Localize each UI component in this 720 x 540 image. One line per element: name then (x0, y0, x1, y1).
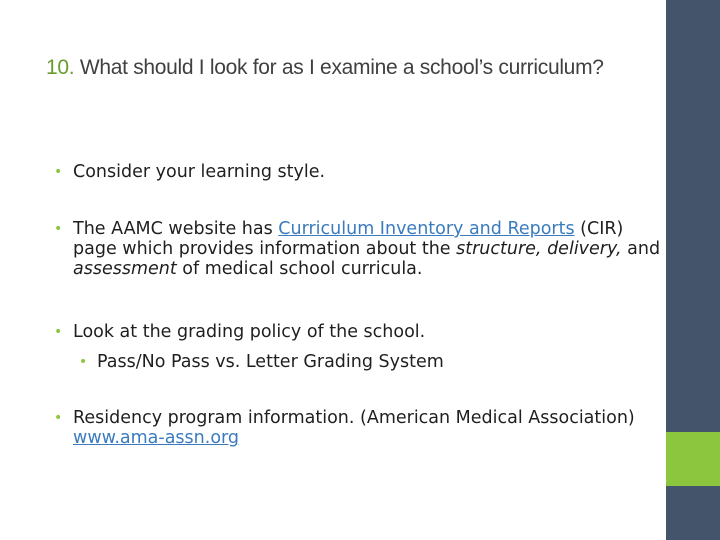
emphasis-delivery: delivery, (547, 239, 622, 259)
bullet-aamc (54, 219, 663, 279)
cir-link[interactable]: Curriculum Inventory and Reports (278, 219, 575, 239)
emphasis-assessment: assessment (73, 259, 177, 279)
bullet-learning-style (54, 162, 663, 182)
bullet-icon: • (54, 324, 63, 340)
sub-bullet-text: Pass/No Pass vs. Letter Grading System (97, 352, 444, 372)
bullet-icon: • (79, 354, 88, 370)
bullet-icon: • (54, 164, 63, 180)
bullet-text: Look at the grading policy of the school. (73, 322, 426, 342)
bullet-icon: • (54, 410, 63, 426)
title-number: 10. (46, 56, 75, 79)
bullet-text-middle: (CIR) page which provides information about the (73, 219, 624, 259)
bullet-text-after: of medical school curricula. (176, 259, 423, 279)
sub-bullet-grading-system (79, 352, 444, 372)
accent-block (666, 432, 720, 486)
title-text: What should I look for as I examine a school’s curriculum? (79, 56, 604, 79)
bullet-residency (54, 408, 663, 448)
emphasis-structure: structure, (456, 239, 542, 259)
bullet-grading (54, 322, 663, 372)
bullet-text: Consider your learning style. (73, 162, 326, 182)
ama-link[interactable]: www.ama-assn.org (73, 428, 240, 448)
bullet-text: Residency program information. (American Medical Association) (73, 408, 635, 428)
slide-title (46, 52, 626, 84)
bullet-icon: • (54, 221, 63, 237)
bullet-text-and: and (621, 239, 661, 259)
bullet-text-before: The AAMC website has (73, 219, 279, 239)
